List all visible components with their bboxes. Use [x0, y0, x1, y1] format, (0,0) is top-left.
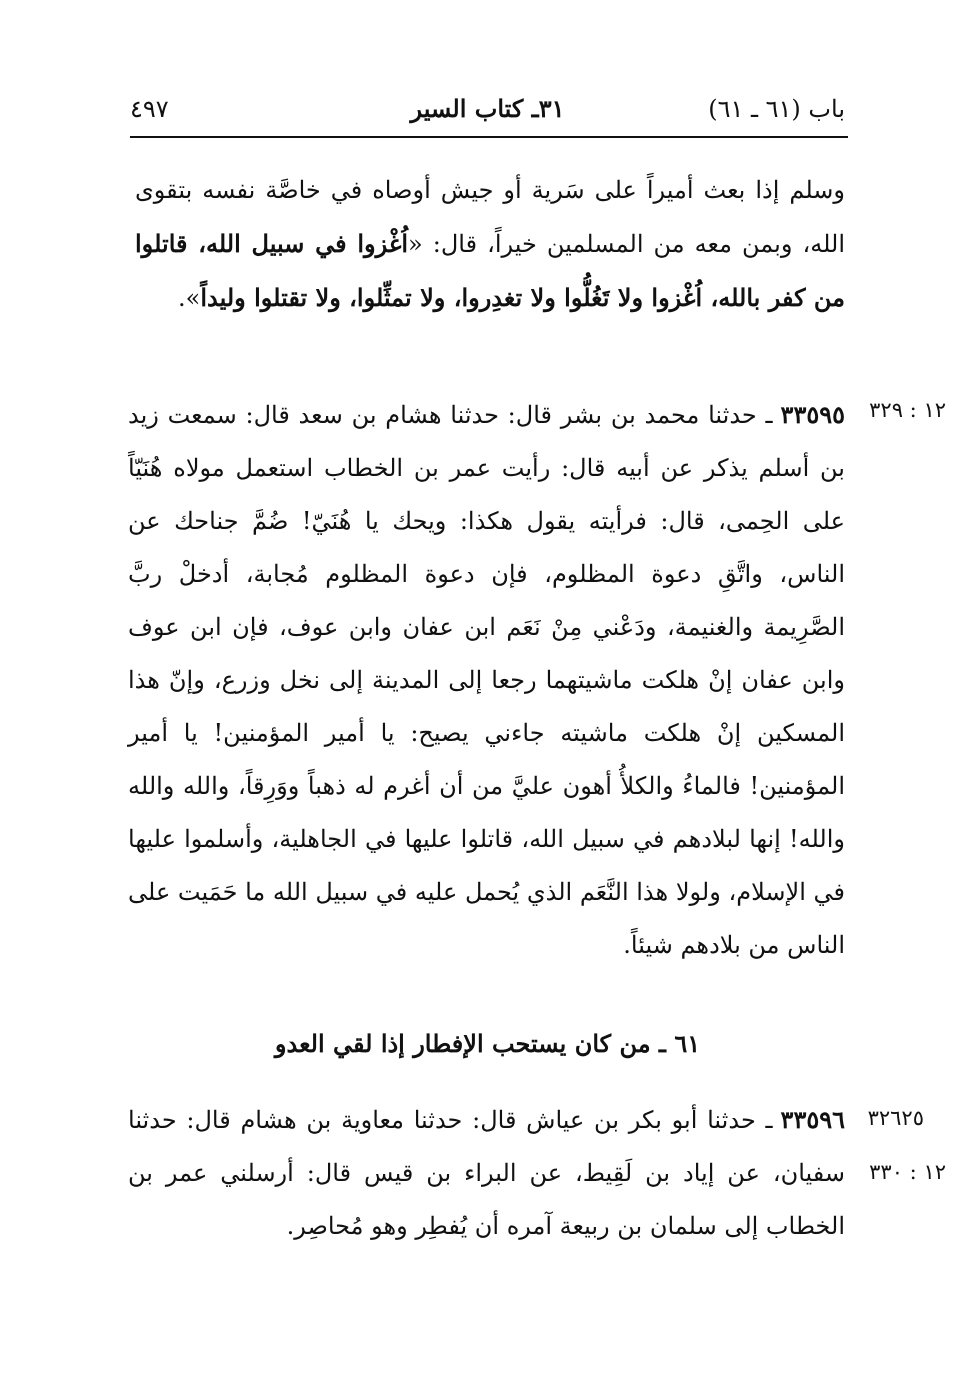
hadith-number: ٣٣٥٩٥: [780, 400, 845, 429]
book-title: ٣١ـ كتاب السير: [410, 94, 565, 123]
hadith-text: ـ حدثنا أبو بكر بن عياش قال: حدثنا معاوية بن هشام قال: حدثنا سفيان، عن إياد بن لَقِيط، عن البراء بن قيس قال: أرسلني عمر بن الخطاب إلى سلمان بن ربيعة آمره أن يُفطِر وهو مُحاصِر.: [128, 1106, 845, 1240]
page-number: ٤٩٧: [130, 95, 169, 123]
continuation-paragraph: [135, 164, 845, 325]
quote-close: ».: [178, 284, 201, 312]
hadith-text: ـ حدثنا محمد بن بشر قال: حدثنا هشام بن سعد قال: سمعت زيد بن أسلم يذكر عن أبيه قال: رأيت عمر بن الخطاب استعمل مولاه هُنَيّاً على الحِمى، قال: فرأيته يقول هكذا: ويحك يا هُنَيّ! ضُمَّ جناحك عن الناس، واتَّقِ دعوة المظلوم، فإن دعوة المظلوم مُجابة، أدخلْ ربَّ الصَّرِيمة والغنيمة، ودَعْني مِنْ نَعَم ابن عفان وابن عوف، فإن ابن عوف وابن عفان إنْ هلكت ماشيتهما رجعا إلى المدينة إلى نخل وزرع، وإنّ هذا المسكين إنْ هلكت ماشيته جاءني يصيح: يا أمير المؤمنين! يا أمير المؤمنين! فالماءُ والكلأُ أهون عليَّ من أن أغرم له ذهباً ووَرِقاً، والله والله والله! إنها لبلادهم في سبيل الله، قاتلوا عليها في الجاهلية، وأسلموا عليها في الإسلام، ولولا هذا النَّعَم الذي يُحمل عليه في سبيل الله ما حَمَيت على الناس من بلادهم شيئاً.: [128, 401, 845, 959]
margin-reference: ١٢ : ٣٣٠: [869, 1160, 946, 1184]
header-divider: [130, 136, 848, 138]
hadith-paragraph: [128, 1093, 845, 1253]
section-heading: ٦١ ـ من كان يستحب الإفطار إذا لقي العدو: [274, 1029, 701, 1058]
hadith-number: ٣٣٥٩٦: [780, 1105, 845, 1134]
chapter-heading: باب (٦١ ـ ٦١): [708, 95, 845, 123]
hadith-paragraph: [128, 388, 845, 972]
margin-reference: ٣٢٦٢٥: [867, 1106, 924, 1130]
prophetic-quote: اُغْزوا في سبيل الله، قاتلوا من كفر بالله، اُغْزوا ولا تَغُلُّوا ولا تغدِروا، ولا تمثِّلوا، ولا تقتلوا وليداً: [135, 229, 845, 312]
margin-reference: ١٢ : ٣٢٩: [869, 398, 946, 422]
continuation-text: وسلم إذا بعث أميراً على سَرية أو جيش أوصاه في خاصَّة نفسه بتقوى الله، وبمن معه من المسلمين خيراً، قال: «: [135, 176, 846, 258]
page-header: [130, 92, 845, 132]
